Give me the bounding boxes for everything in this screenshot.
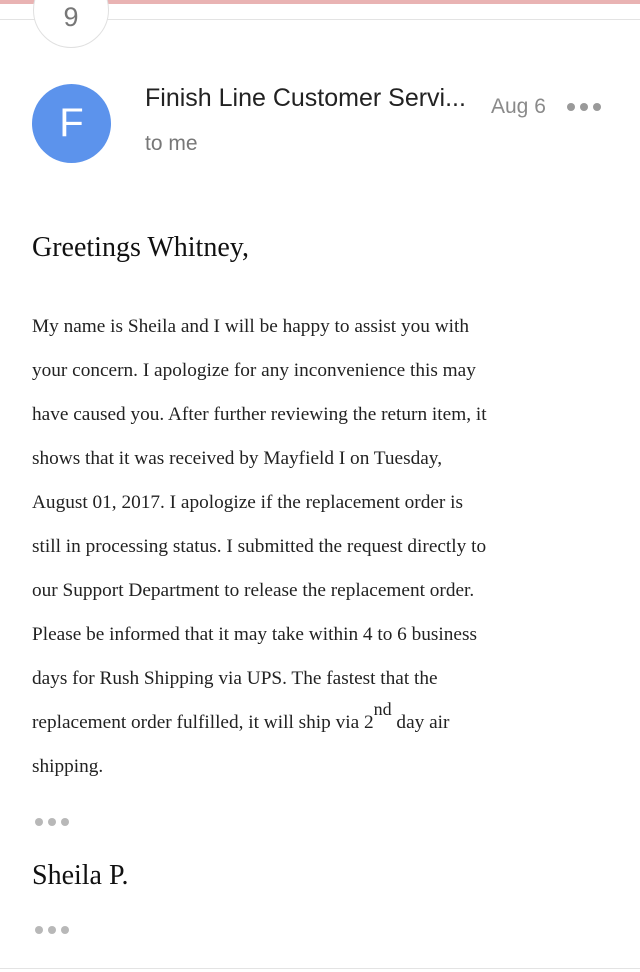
signature: Sheila P. (32, 860, 129, 891)
ordinal-suffix: nd (373, 699, 392, 719)
show-trimmed-content-icon[interactable] (34, 925, 70, 935)
more-dot (567, 103, 575, 111)
message-count-badge[interactable] (33, 0, 109, 48)
body-paragraph-tail: day air shipping. (32, 712, 450, 777)
trim-dot (61, 818, 69, 826)
recipient-line[interactable]: to me (145, 132, 198, 155)
message-date: Aug 6 (491, 95, 546, 118)
trim-dot (61, 926, 69, 934)
more-horizontal-icon[interactable] (566, 100, 602, 114)
sender-name[interactable]: Finish Line Customer Servi... (145, 84, 466, 112)
message-body (32, 305, 592, 789)
trim-dot (35, 818, 43, 826)
more-dot (593, 103, 601, 111)
sender-avatar[interactable]: F (32, 84, 111, 163)
show-trimmed-content-icon[interactable] (34, 817, 70, 827)
body-paragraph: My name is Sheila and I will be happy to assist you with your concern. I apologize for any inconvenience this may have caused you. After further reviewing the return item, it shows that it was received by Mayfield I on Tuesday, August 01, 2017. I apologize if the replacement order is still in processing status. I submitted the request directly to our Support Department to release the replacement order. Please be informed that it may take within 4 to 6 business days for Rush Shipping via UPS. The fastest that the replacement order fulfilled, it will ship via 2 (32, 316, 487, 733)
bottom-divider (0, 968, 640, 969)
trim-dot (48, 926, 56, 934)
more-dot (580, 103, 588, 111)
trim-dot (48, 818, 56, 826)
trim-dot (35, 926, 43, 934)
message-count: 9 (63, 2, 79, 32)
greeting: Greetings Whitney, (32, 232, 249, 263)
